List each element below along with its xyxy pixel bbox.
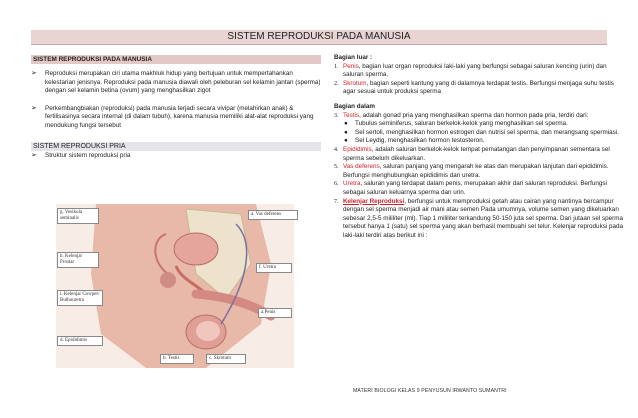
label-vesikula-seminalis: g. Vesikula seminalis: [57, 208, 99, 224]
label-penis: a.Penis: [258, 308, 292, 318]
bullet-text: Reproduksi merupakan ciri utama makhluk hidup yang bertujuan untuk mempertahankan kelestarian jenisnya. Reproduksi pada manusia diawali oleh peleburan sel kelamin jantan (sperma) dengan sel kelamin betina (ovum) yang menghasilkan zigot: [45, 70, 321, 95]
term-testis: Testis: [343, 111, 360, 119]
list-item: 6. Uretra, saluran yang terdapat dalam penis, merupakan akhir dari saluran reproduksi. Berfungsi sebagai saluran keluarnya sperma dan urin.: [334, 180, 607, 196]
term-uretra: Uretra: [343, 180, 361, 188]
footer-credit: MATERI BIOLOGI KELAS 9 PENYUSUN IRWANTO SUMANTRI: [353, 388, 507, 394]
label-epididimis: d. Epididimis: [57, 336, 103, 346]
arrow-bullet-icon: ➢: [31, 151, 37, 159]
sub-bullet: ● Sel Leydig, menghasilkan hormon testosteron.: [344, 137, 485, 145]
sub-bullet: ● Sel sertoli, menghasilkan hormon estrogen dan nutrisi sel sperma, dan merangsang spermiasi.: [344, 128, 619, 136]
list-item: 7. Kelenjar Reproduksi, berfungsi untuk memproduksi getah atau cairan yang nantinya bercampur dengan sel sperma menjadi air mani atau semen Pada umumnya, volume semen yang dikeluarkan sebesar 2,5-5 mililiter (ml). Tiap 1 mililiter terkandung 50-150 juta sel sperma. Dari jutaan sel sperma tersebut hanya 1 (satu) sel sperma yang akan berhasil membuahi sel telur. Kelenjar reproduksi pada laki-laki terdiri atas berikut ini :: [334, 197, 624, 239]
bullet-dot-icon: ●: [344, 137, 348, 145]
arrow-bullet-icon: ➢: [31, 70, 37, 77]
list-item: 5. Vas deferens, saluran panjang yang mengarah ke atas dan merupakan lanjutan dari epididimis. Berfungsi menghubungkan epididimis dan uretra.: [334, 163, 609, 179]
bullet-text: Struktur sistem reproduksi pria: [45, 151, 131, 159]
term-penis: Penis: [343, 62, 359, 70]
label-vas-deferens: a. Vas deferens: [248, 210, 298, 220]
male-reproductive-diagram: [56, 204, 294, 368]
section-heading-pria: SISTEM REPRODUKSI PRIA: [31, 142, 321, 151]
term-kelenjar-reproduksi: Kelenjar Reproduksi: [343, 197, 405, 205]
heading-bagian-luar: Bagian luar :: [334, 54, 373, 61]
term-vas-deferens: Vas deferens: [343, 163, 380, 171]
list-item: 4. Epididimis, adalah saluran berkelok-kelok tempat pematangan dan penyimpanan sementara sel sperma sebelum dikeluarkan.: [334, 145, 610, 162]
label-kelenjar-prostat: h. Kelenjar Prostat: [57, 252, 99, 268]
bullet-dot-icon: ●: [344, 128, 348, 136]
list-item: 2. Skrotum, bagian seperti kantung yang di dalamnya terdapat testis. Berfungsi menjaga suhu testis agar sesuai untuk produksi sperma: [334, 79, 614, 96]
list-item: 3. Testis, adalah gonad pria yang menghasilkan sperma dan hormon pada pria, terdiri dari:: [334, 111, 589, 119]
right-column: [334, 54, 624, 240]
term-skrotum: Skrotum: [343, 79, 367, 87]
label-skrotum: c. Skrotum: [206, 354, 246, 364]
label-uretra: f. Uretra: [256, 263, 292, 273]
label-testis: b. Testis: [160, 354, 194, 364]
bullet-vivipar: [31, 105, 321, 131]
label-kelenjar-cowper: i. Kelenjar Cowper/ Bulbouretra: [57, 290, 103, 306]
arrow-bullet-icon: ➢: [31, 104, 37, 112]
bullet-text: Perkembangbiakan (reproduksi) pada manusia terjadi secara vivipar (melahirkan anak) & fertilisasinya secara internal (di dalam tubuh), karena manusia memiliki alat-alat reproduksi yang mendukung fungsi tersebut: [45, 104, 314, 129]
bullet-reproduksi: [31, 70, 321, 96]
page-title: SISTEM REPRODUKSI PADA MANUSIA: [31, 30, 607, 45]
sub-bullet: ● Tubulus seminiferus, saluran berkelok-kelok yang menghasilkan sel sperma.: [344, 120, 568, 128]
term-epididimis: Epididimis: [343, 145, 372, 153]
heading-bagian-dalam: Bagian dalam: [334, 102, 375, 110]
bullet-struktur: [31, 152, 321, 161]
bullet-dot-icon: ●: [344, 120, 348, 128]
list-item: 1. Penis, bagian luar organ reproduksi laki-laki yang berfungsi sebagai saluran kencing (urin) dan saluran sperma.: [334, 62, 607, 79]
section-heading: SISTEM REPRODUKSI PADA MANUSIA: [31, 55, 321, 64]
left-column: [31, 55, 321, 160]
